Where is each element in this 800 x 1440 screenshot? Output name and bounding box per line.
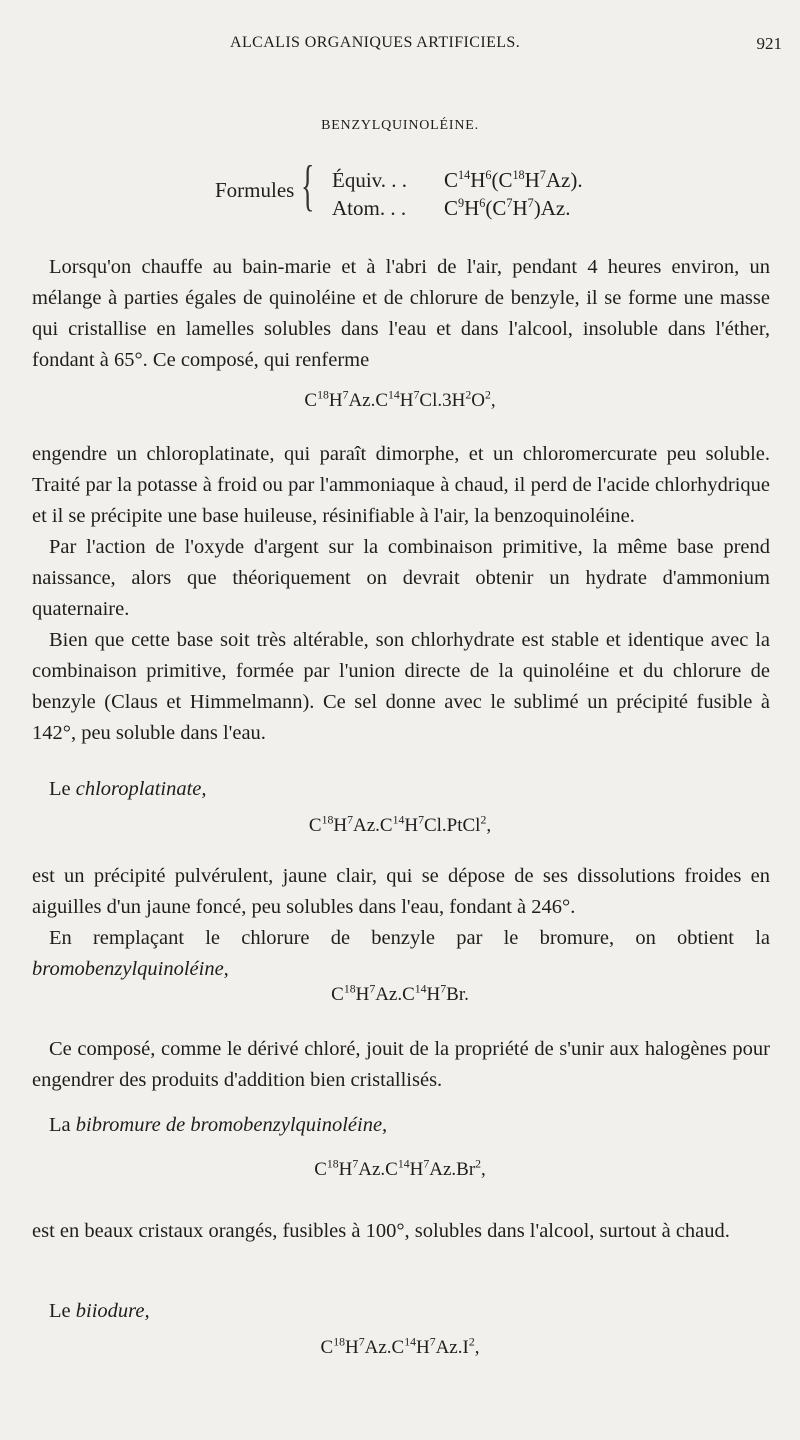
paragraph-text: En remplaçant le chlorure de benzyle par le bromure, on obtient la [49,927,770,949]
running-title: ALCALIS ORGANIQUES ARTIFICIELS. [230,34,521,51]
formula-block [215,155,635,222]
page-number: 921 [756,34,782,53]
formula-equiv-label: Équiv. . . [332,168,408,192]
bromobenzylquinoleine-term: bromobenzylquinoléine, [32,958,229,980]
brace-icon: { [301,155,315,217]
running-header [0,34,800,60]
lead-text: La [49,1114,76,1136]
paragraph-2 [32,439,770,749]
formula-atom: Atom. . . $C^9H^6(C^7H^7)Az$. [332,196,571,220]
formula-atom-label: Atom. . . [332,196,407,220]
lead-text: Le [49,1300,76,1322]
formula-bromo: $C^{18}H^7Az.C^{14}H^7Br$. [331,982,469,1005]
paragraph-text: Ce composé, comme le dérivé chloré, jouit de la propriété de s'unir aux halogènes pour engendrer des produits d'addition bien cristallisés. [32,1038,770,1091]
bibromure-lead [49,1114,387,1137]
formula-biiodure: $C^{18}H^7Az.C^{14}H^7Az.I^2$, [320,1335,480,1358]
paragraph-text: est un précipité pulvérulent, jaune clair, qui se dépose de ses dissolutions froides en aiguilles d'un jaune foncé, peu solubles dans l'eau, fondant à 246°. [32,865,770,918]
biiodure-term: biiodure, [75,1300,150,1322]
paragraph-text: Bien que cette base soit très altérable, son chlorhydrate est stable et identique avec la combinaison primitive, formée par l'union directe de la quinoléine et du chlorure de benzyle (Claus et Himmelmann). Ce sel donne avec le sublimé un précipité fusible à 142°, peu soluble dans l'eau. [32,629,770,744]
paragraph-text: engendre un chloroplatinate, qui paraît dimorphe, et un chloromercurate peu soluble. Traité par la potasse à froid ou par l'ammoniaque à chaud, il perd de l'acide chlorhydrique et il se précipite une base huileuse, résinifiable à l'air, la benzoquinoléine. [32,443,770,527]
paragraph-text: Par l'action de l'oxyde d'argent sur la combinaison primitive, la même base prend naissance, alors que théoriquement on devrait obtenir un hydrate d'ammonium quaternaire. [32,536,770,620]
formula-chloroplatinate: $C^{18}H^7Az.C^{14}H^7Cl.PtCl^2$, [308,813,492,836]
paragraph-8 [32,1034,770,1096]
section-title: BENZYLQUINOLÉINE. [321,118,479,133]
chloroplatinate-term: chloroplatinate, [75,778,207,800]
formula-label: Formules [215,178,295,202]
bibromure-term: bibromure de bromobenzylquinoléine, [75,1114,388,1136]
chloroplatinate-lead [49,778,207,801]
paragraph-text: Lorsqu'on chauffe au bain-marie et à l'abri de l'air, pendant 4 heures environ, un mélange à parties égales de quinoléine et de chlorure de benzyle, il se forme une masse qui cristallise en lamelles solubles dans l'eau et dans l'alcool, insoluble dans l'éther, fondant à 65°. Ce composé, qui renferme [32,256,770,371]
paragraph-6 [32,861,770,985]
lead-text: Le [49,778,76,800]
paragraph-1 [32,252,770,376]
paragraph-7 [32,923,770,985]
paragraph-text: est en beaux cristaux orangés, fusibles à 100°, solubles dans l'alcool, surtout à chaud. [32,1220,730,1242]
formula-bibromure: $C^{18}H^7Az.C^{14}H^7Az.Br^2$, [314,1157,486,1180]
formula-equiv: Équiv. . . $C^{14}H^6(C^{18}H^7Az)$. [332,168,583,192]
paragraph-10 [32,1216,770,1247]
biiodure-lead [49,1300,150,1323]
formula-compound: $C^{18}H^7Az.C^{14}H^7Cl.3H^2O^2$, [304,388,496,411]
